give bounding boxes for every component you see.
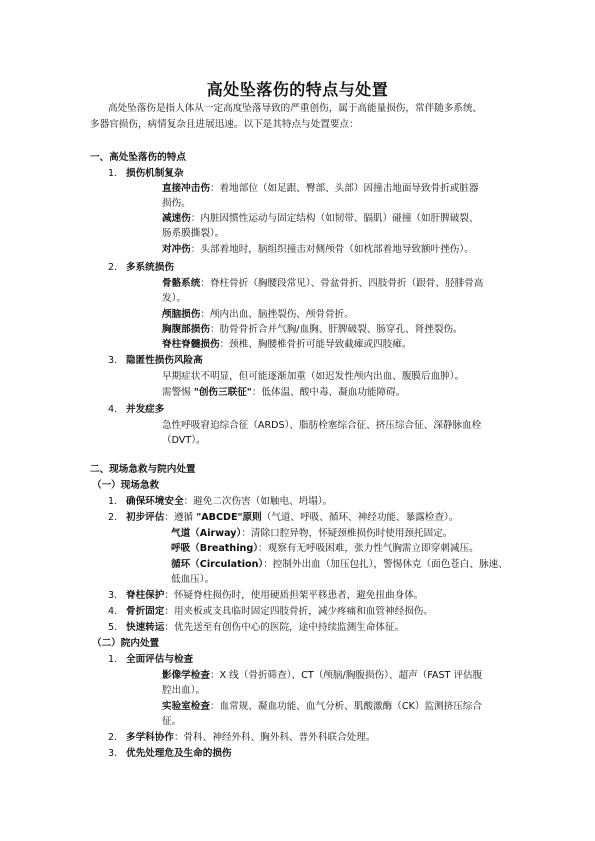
injury-skeletal-cont: 发）。 — [162, 293, 186, 304]
item-number: 5. — [108, 622, 118, 633]
exam-laboratory: 实验室检查：血常规、凝血功能、血气分析、肌酸激酶（CK）监测挤压综合 — [162, 701, 482, 712]
item-title: 并发症多 — [126, 404, 165, 415]
complications-text: 急性呼吸窘迫综合征（ARDS）、脂肪栓塞综合征、挤压综合征、深静脉血栓 — [162, 420, 482, 431]
injury-craniocerebral: 颅脑损伤：颅内出血、脑挫裂伤、颅骨骨折。 — [162, 309, 354, 320]
item-number: 1. — [108, 654, 118, 665]
item-number: 1. — [108, 496, 118, 507]
assessment-circulation-cont: 低血压）。 — [171, 574, 215, 585]
subsection-hospital-care: （二）院内处置 — [92, 638, 160, 649]
step-initial-assessment: 初步评估：遵循 "ABCDE"原则（气道、呼吸、循环、神经功能、暴露检查）。 — [126, 512, 459, 523]
assessment-airway: 气道（Airway）：清除口腔异物，怀疑颈椎损伤时使用颈托固定。 — [171, 528, 453, 539]
item-number: 3. — [108, 748, 118, 759]
item-title: 隐匿性损伤风险高 — [126, 355, 203, 366]
item-number: 4. — [108, 606, 118, 617]
complications-text-cont: （DVT）。 — [162, 435, 206, 446]
mechanism-deceleration-cont: 肠系膜撕裂）。 — [162, 228, 225, 239]
step-spine-protection: 脊柱保护：怀疑脊柱损伤时，使用硬质担架平移患者，避免扭曲身体。 — [126, 590, 424, 601]
assessment-breathing: 呼吸（Breathing）：观察有无呼吸困难，张力性气胸需立即穿刺减压。 — [171, 543, 479, 554]
item-title: 优先处理危及生命的损伤 — [126, 748, 232, 759]
intro-paragraph — [90, 101, 510, 133]
item-title: 多系统损伤 — [126, 262, 174, 273]
intro-line-1: 高处坠落伤是指人体从一定高度坠落导致的严重创伤，属于高能量损伤，常伴随多系统、 — [108, 103, 483, 114]
step-environment-safety: 确保环境安全：避免二次伤害（如触电、坍塌）。 — [126, 496, 333, 507]
trauma-triad-text: 需警惕 "创伤三联征"：低体温、酸中毒、凝血功能障碍。 — [162, 387, 406, 398]
item-number: 2. — [108, 512, 118, 523]
item-number: 2. — [108, 732, 118, 743]
section-2-heading: 二、现场急救与院内处置 — [90, 464, 196, 475]
injury-spinal: 脊柱脊髓损伤：颈椎、胸腰椎骨折可能导致截瘫或四肢瘫。 — [162, 339, 412, 350]
assessment-circulation: 循环（Circulation）：控制外出血（加压包扎），警惕休克（面色苍白、脉速、 — [171, 559, 508, 570]
injury-skeletal: 骨骼系统：脊柱骨折（胸腰段常见）、骨盆骨折、四肢骨折（跟骨、胫腓骨高 — [162, 278, 484, 289]
item-title: 损伤机制复杂 — [126, 168, 184, 179]
mechanism-direct-impact-cont: 损伤。 — [162, 198, 191, 209]
subsection-first-aid: （一）现场急救 — [92, 480, 160, 491]
mechanism-direct-impact: 直接冲击伤：着地部位（如足跟、臀部、头部）因撞击地面导致骨折或脏器 — [162, 183, 479, 194]
exam-imaging: 影像学检查：X 线（骨折筛查）、CT（颅脑/胸腹损伤）、超声（FAST 评估腹 — [162, 670, 483, 681]
item-number: 1. — [108, 168, 118, 179]
step-multidisciplinary: 多学科协作：骨科、神经外科、胸外科、普外科联合处理。 — [126, 732, 376, 743]
hidden-injury-text: 早期症状不明显，但可能逐渐加重（如迟发性颅内出血、腹膜后血肿）。 — [162, 371, 465, 382]
injury-thoracoabdominal: 胸腹部损伤：肋骨骨折合并气胸/血胸、肝脾破裂、肠穿孔、肾挫裂伤。 — [162, 324, 463, 335]
item-number: 3. — [108, 355, 118, 366]
step-fracture-fixation: 骨折固定：用夹板或支具临时固定四肢骨折，减少疼痛和血管神经损伤。 — [126, 606, 433, 617]
mechanism-deceleration: 减速伤：内脏因惯性运动与固定结构（如韧带、膈肌）碰撞（如肝脾破裂、 — [162, 213, 479, 224]
item-number: 3. — [108, 590, 118, 601]
section-1-heading: 一、高处坠落伤的特点 — [90, 152, 186, 163]
intro-line-2: 多器官损伤，病情复杂且进展迅速。以下是其特点与处置要点： — [90, 119, 359, 130]
item-number: 4. — [108, 404, 118, 415]
exam-imaging-cont: 腔出血）。 — [162, 685, 206, 696]
document-title: 高处坠落伤的特点与处置 — [206, 80, 389, 99]
item-number: 2. — [108, 262, 118, 273]
mechanism-contrecoup: 对冲伤：头部着地时，脑组织撞击对侧颅骨（如枕部着地导致额叶挫伤）。 — [162, 244, 474, 255]
item-title: 全面评估与检查 — [126, 654, 194, 665]
step-rapid-transfer: 快速转运：优先送至有创伤中心的医院，途中持续监测生命体征。 — [126, 622, 405, 633]
exam-laboratory-cont: 征。 — [162, 716, 182, 727]
